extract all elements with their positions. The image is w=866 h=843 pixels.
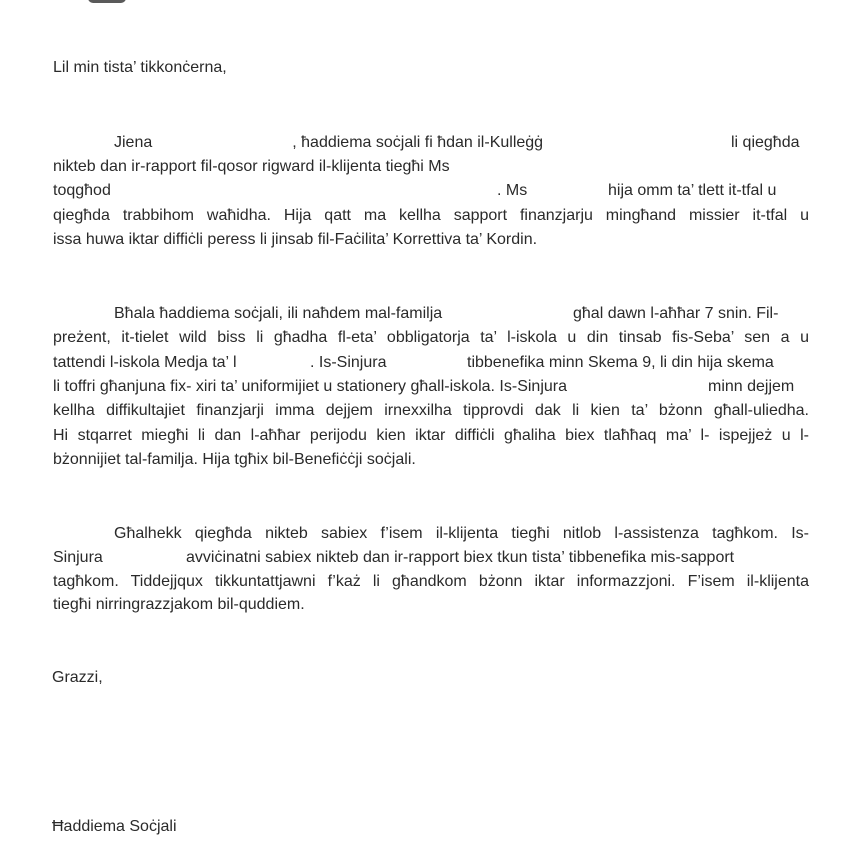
p3-line-2-start: Sinjura — [53, 549, 103, 566]
p2-line-3-end: tibbenefika minn Skema 9, li din hija skema — [467, 354, 774, 371]
p1-line-4: qiegħda trabbihom waħidha. Hija qatt ma kellha sapport finanzjarju mingħand missier it-tfal u — [53, 207, 809, 224]
signature: Ħaddiema Soċjali — [52, 818, 177, 835]
p1-l1a: Jiena — [114, 134, 153, 151]
p2-line-4-start: li toffri għanjuna fix- xiri ta’ uniformijiet u stationery għall-iskola. Is-Sinjura — [53, 378, 567, 395]
p2-line-1-start: Bħala ħaddiema soċjali, ili naħdem mal-familja — [114, 305, 443, 322]
p3-line-3: tagħkom. Tiddejjqux tikkuntattjawni f’każ li għandkom bżonn iktar informazzjoni. F’isem il-klijenta — [53, 573, 809, 590]
p3-line-1: Għalhekk qiegħda nikteb sabiex f’isem il-klijenta tiegħi nitlob l-assistenza tagħkom. Is- — [114, 525, 809, 542]
p2-line-4-end: minn dejjem — [708, 378, 795, 395]
greeting: Lil min tista’ tikkonċerna, — [53, 59, 227, 76]
p1-line-3-start: toqgħod — [53, 182, 111, 199]
p2-line-2: preżent, it-tielet wild biss li għadha fl-eta’ obbligatorja ta’ l-iskola u din tinsab fis-Seba’ sen a u — [53, 329, 809, 346]
p2-line-7: bżonnijiet tal-familja. Hija tgħix bil-Benefiċċji soċjali. — [53, 451, 416, 468]
closing: Grazzi, — [52, 669, 103, 686]
p3-line-4: tiegħi nirringrazzjakom bil-quddiem. — [53, 596, 305, 613]
p1-line-2: nikteb dan ir-rapport fil-qosor rigward il-klijenta tiegħi Ms — [53, 158, 450, 175]
p1-line-1-end: li qiegħda — [731, 134, 800, 151]
p1-line-5: issa huwa iktar diffiċli peress li jinsab fil-Faċilita’ Korrettiva ta’ Kordin. — [53, 231, 538, 248]
p1-l1b: , ħaddiema soċjali fi ħdan il-Kulleġġ — [292, 134, 544, 151]
p2-line-1-end: għal dawn l-aħħar 7 snin. Fil- — [573, 305, 779, 322]
p3-line-2-end: avviċinatni sabiex nikteb dan ir-rapport biex tkun tista’ tibbenefika mis-sapport — [186, 549, 735, 566]
p2-line-3-start: tattendi l-iskola Medja ta’ l — [53, 354, 237, 371]
p2-line-6: Hi stqarret miegħi li dan l-aħħar perijodu kien iktar diffiċli għaliha biex tlaħħaq ma’ l- ispejjeż u l- — [53, 427, 809, 444]
top-edge-mark — [88, 0, 126, 3]
p1-line-3-mid: . Ms — [497, 182, 528, 199]
p2-line-5: kellha diffikultajiet finanzjarji imma dejjem irnexxilha tipprovdi dak li kien ta’ bżonn għall-uliedha. — [53, 402, 809, 419]
p1-line-3-end: hija omm ta’ tlett it-tfal u — [608, 182, 777, 199]
p2-line-3-mid: . Is-Sinjura — [310, 354, 387, 371]
p1-line-1 — [114, 131, 543, 155]
